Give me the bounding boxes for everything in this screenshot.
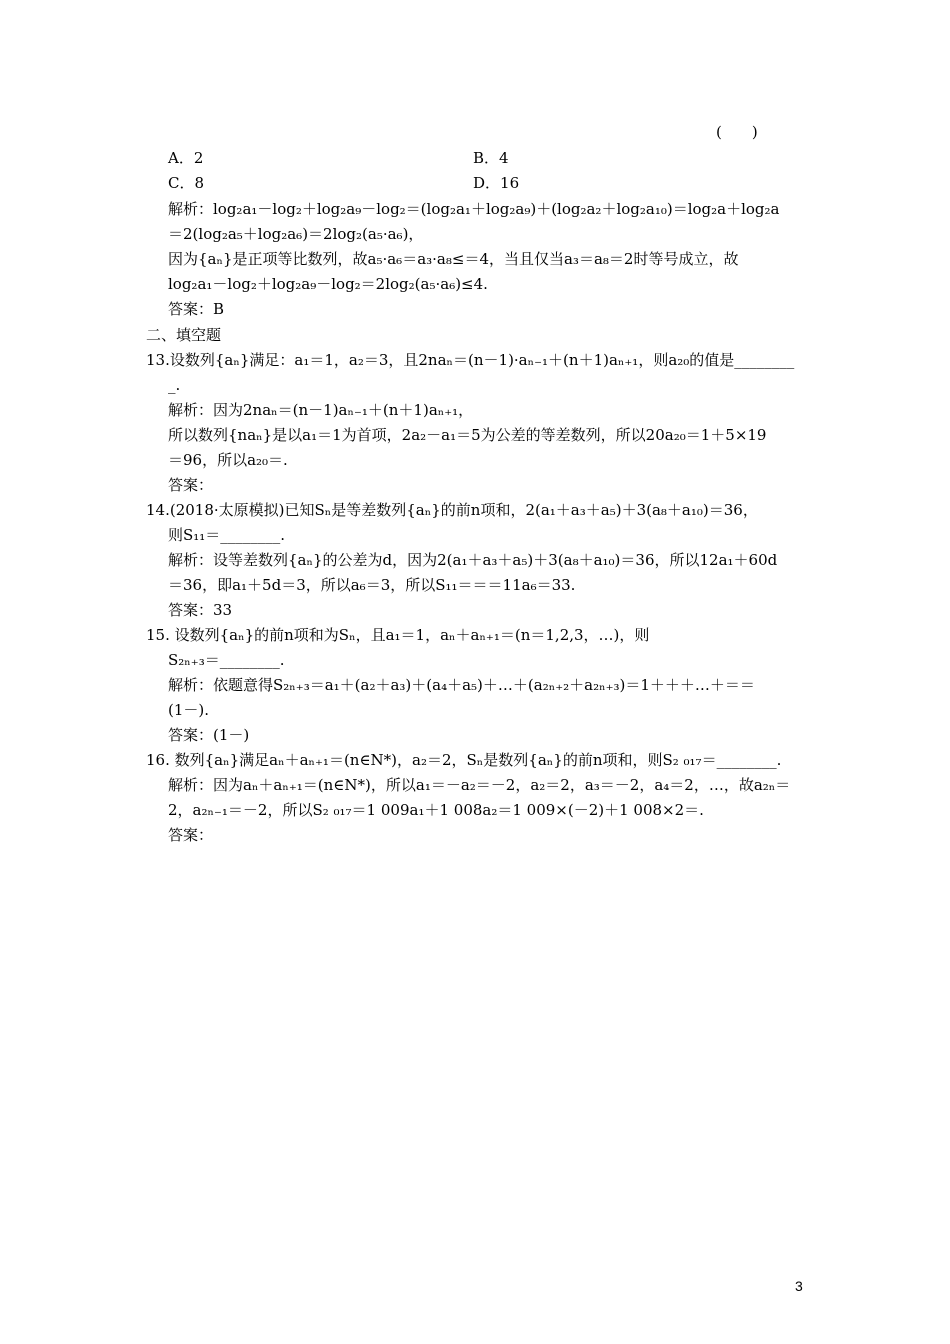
q12-solution-line: log₂a₁－log₂＋log₂a₉－log₂＝2log₂(a₅·a₆)≤4.	[168, 275, 488, 293]
answer-paren: ( )	[716, 123, 758, 141]
option-a: A．2	[168, 149, 204, 167]
q12-solution-line: 因为{aₙ}是正项等比数列，故a₅·a₆＝a₃·a₈≤＝4，当且仅当a₃＝a₈＝2时等号成立，故	[168, 250, 739, 268]
q13-blank: _.	[168, 376, 181, 394]
q14-stem: 14.(2018·太原模拟)已知Sₙ是等差数列{aₙ}的前n项和，2(a₁＋a₃＋a₅)＋3(a₈＋a₁₀)＝36，	[146, 501, 758, 519]
q13-solution-line: ＝96，所以a₂₀＝.	[168, 451, 288, 469]
q12-solution-line: 解析：log₂a₁－log₂＋log₂a₉－log₂＝(log₂a₁＋log₂a₉)＋(log₂a₂＋log₂a₁₀)＝log₂a＋log₂a	[168, 200, 780, 218]
q13-solution-line: 所以数列{naₙ}是以a₁＝1为首项，2a₂－a₁＝5为公差的等差数列，所以20a₂₀＝1＋5×19	[168, 426, 767, 444]
q15-solution-line: (1－).	[168, 701, 210, 719]
q15-solution-line: 解析：依题意得S₂ₙ₊₃＝a₁＋(a₂＋a₃)＋(a₄＋a₅)＋…＋(a₂ₙ₊₂＋a₂ₙ₊₃)＝1＋＋＋…＋＝＝	[168, 676, 755, 694]
q16-stem: 16. 数列{aₙ}满足aₙ＋aₙ₊₁＝(n∈N*)，a₂＝2，Sₙ是数列{aₙ}的前n项和，则S₂ ₀₁₇＝________.	[146, 751, 782, 769]
q15-stem-cont: S₂ₙ₊₃＝________.	[168, 651, 285, 669]
q13-solution-line: 解析：因为2naₙ＝(n－1)aₙ₋₁＋(n＋1)aₙ₊₁，	[168, 401, 474, 419]
q15-answer: 答案：(1－)	[168, 726, 250, 744]
page-number: 3	[795, 1278, 803, 1294]
q13-stem: 13.设数列{aₙ}满足：a₁＝1，a₂＝3，且2naₙ＝(n－1)·aₙ₋₁＋(n＋1)aₙ₊₁，则a₂₀的值是________	[146, 351, 795, 369]
q14-solution-line: 解析：设等差数列{aₙ}的公差为d，因为2(a₁＋a₃＋a₅)＋3(a₈＋a₁₀)＝36，所以12a₁＋60d	[168, 551, 778, 569]
q16-answer: 答案：	[168, 826, 214, 844]
q13-answer: 答案：	[168, 476, 214, 494]
option-c: C．8	[168, 174, 205, 192]
q15-stem: 15. 设数列{aₙ}的前n项和为Sₙ，且a₁＝1，aₙ＋aₙ₊₁＝(n＝1,2,3，…)，则	[146, 626, 650, 644]
q14-solution-line: ＝36，即a₁＋5d＝3，所以a₆＝3，所以S₁₁＝＝＝11a₆＝33.	[168, 576, 576, 594]
q14-answer: 答案：33	[168, 601, 233, 619]
q14-stem-cont: 则S₁₁＝________.	[168, 526, 286, 544]
option-d: D．16	[473, 174, 520, 192]
option-b: B．4	[473, 149, 509, 167]
q16-solution-line: 解析：因为aₙ＋aₙ₊₁＝(n∈N*)，所以a₁＝－a₂＝－2，a₂＝2，a₃＝－2，a₄＝2，…，故a₂ₙ＝	[168, 776, 791, 794]
q16-solution-line: 2，a₂ₙ₋₁＝－2，所以S₂ ₀₁₇＝1 009a₁＋1 008a₂＝1 009×(－2)＋1 008×2＝.	[168, 801, 704, 819]
q12-solution-line: ＝2(log₂a₅＋log₂a₆)＝2log₂(a₅·a₆)，	[168, 225, 424, 243]
q12-answer: 答案：B	[168, 300, 225, 318]
section-title: 二、填空题	[146, 326, 222, 344]
